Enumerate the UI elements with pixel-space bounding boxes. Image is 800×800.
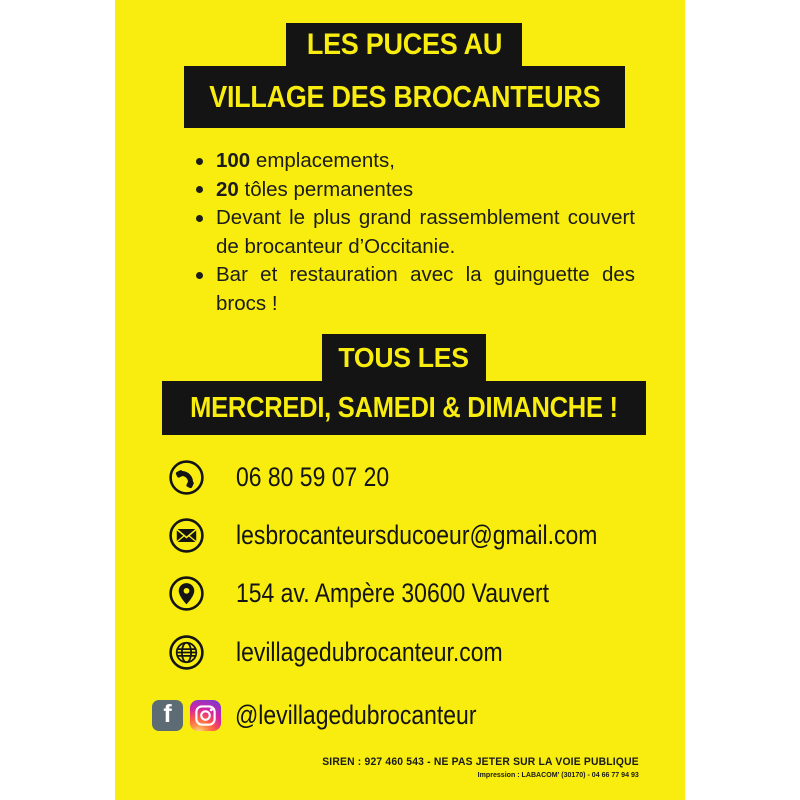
list-item-bold: 100 [216, 149, 251, 172]
contact-row-website [168, 634, 550, 671]
facebook-f-glyph: f [163, 700, 172, 728]
list-item [195, 204, 635, 261]
schedule-line2-text: MERCREDI, SAMEDI & DIMANCHE ! [190, 391, 618, 424]
instagram-icon [190, 700, 221, 731]
email-address: lesbrocanteursducoeur@gmail.com [236, 520, 598, 550]
contact-row-address [168, 575, 604, 612]
footer-siren-line: SIREN : 927 460 543 - NE PAS JETER SUR LA VOIE PUBLIQUE [322, 756, 639, 768]
list-item-text: emplacements, [250, 149, 395, 172]
phone-icon [168, 459, 205, 496]
website-url: levillagedubrocanteur.com [236, 637, 503, 667]
instagram-camera-glyph [193, 703, 218, 728]
social-row [152, 700, 519, 731]
street-address: 154 av. Ampère 30600 Vauvert [236, 578, 550, 608]
globe-icon [168, 634, 205, 671]
contact-row-phone [168, 459, 416, 496]
schedule-banner-line2 [162, 381, 646, 435]
phone-number: 06 80 59 07 20 [236, 462, 390, 492]
social-handle: @levillagedubrocanteur [235, 700, 477, 730]
list-item [195, 176, 635, 205]
title-line2-text: VILLAGE DES BROCANTEURS [208, 79, 601, 114]
facebook-icon [152, 700, 183, 731]
title-banner-line1 [286, 23, 522, 66]
list-item-bold: 20 [216, 177, 239, 201]
location-icon [168, 575, 205, 612]
list-item-text: Devant le plus grand rassemblement couvert de brocanteur d’Occitanie. [216, 206, 635, 258]
footer-print-line: Impression : LABACOM' (30170) - 04 66 77 94 93 [477, 770, 639, 779]
list-item [195, 261, 635, 318]
feature-list [195, 147, 635, 318]
contact-row-email [168, 517, 661, 554]
schedule-banner-line1 [322, 334, 486, 381]
mail-icon [168, 517, 205, 554]
schedule-line1-text: TOUS LES [338, 341, 470, 373]
flyer-poster [115, 0, 685, 800]
title-banner-line2 [184, 66, 625, 128]
list-item-text: Bar et restauration avec la guinguette des brocs ! [216, 263, 635, 315]
list-item [195, 147, 635, 176]
list-item-text: tôles permanentes [238, 177, 414, 201]
footer [302, 756, 639, 779]
title-line1-text: LES PUCES AU [306, 27, 502, 61]
